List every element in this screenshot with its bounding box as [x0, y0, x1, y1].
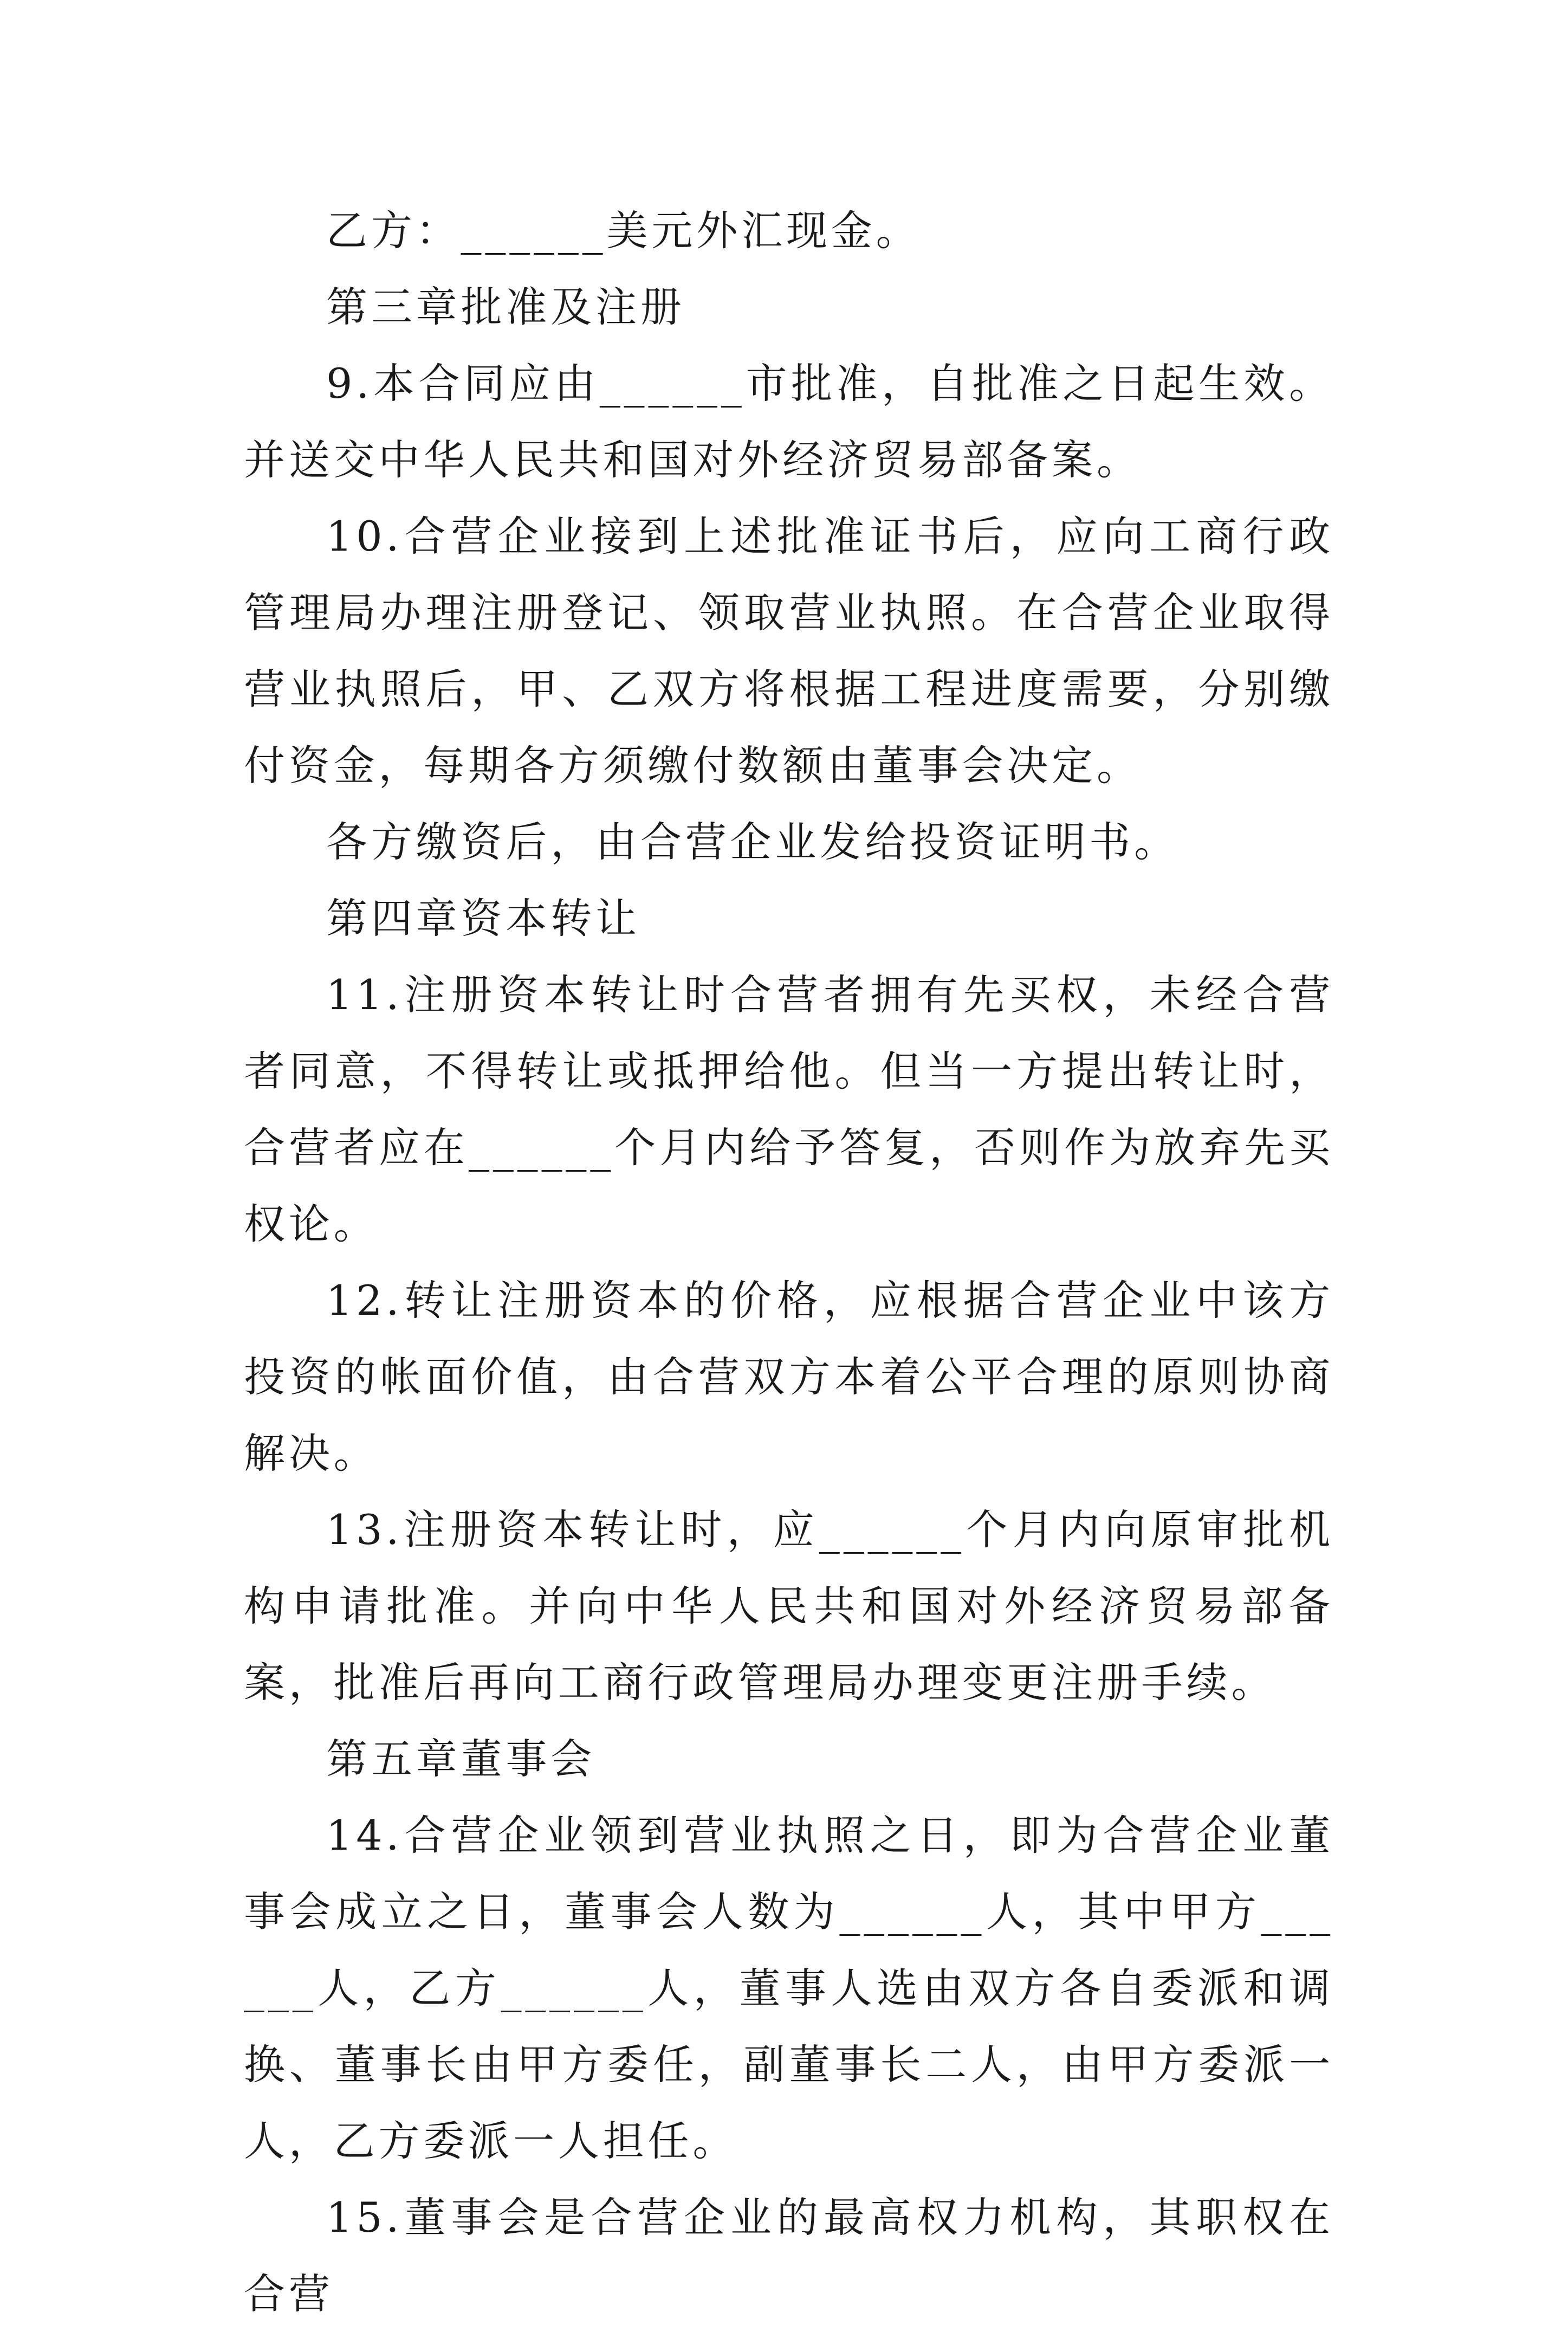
clause-15: 15.董事会是合营企业的最高权力机构，其职权在合营 [244, 2193, 1334, 2318]
clause-14: 14.合营企业领到营业执照之日，即为合营企业董事会成立之日，董事会人数为______人，其中甲方______人，乙方______人，董事人选由双方各自委派和调换、董事长由甲方委任，副董事长二人，由甲方委派一人，乙方委派一人担任。 [244, 1811, 1334, 2165]
chapter-3-heading: 第三章批准及注册 [326, 283, 685, 331]
clause-13: 13.注册资本转让时，应______个月内向原审批机构申请批准。并向中华人民共和国对外经济贸易部备案，批准后再向工商行政管理局办理变更注册手续。 [244, 1506, 1334, 1707]
paragraph-party-b-cash: 乙方：______美元外汇现金。 [326, 206, 921, 255]
document-body [244, 192, 1334, 2332]
clause-10: 10.合营企业接到上述批准证书后，应向工商行政管理局办理注册登记、领取营业执照。在合营企业取得营业执照后，甲、乙双方将根据工程进度需要，分别缴付资金，每期各方须缴付数额由董事会决定。 [244, 512, 1334, 790]
clause-9: 9.本合同应由______市批准，自批准之日起生效。并送交中华人民共和国对外经济贸易部备案。 [244, 359, 1334, 484]
clause-11: 11.注册资本转让时合营者拥有先买权，未经合营者同意，不得转让或抵押给他。但当一方提出转让时，合营者应在______个月内给予答复，否则作为放弃先买权论。 [244, 971, 1334, 1248]
chapter-5-heading: 第五章董事会 [326, 1735, 596, 1783]
clause-12: 12.转让注册资本的价格，应根据合营企业中该方投资的帐面价值，由合营双方本着公平合理的原则协商解决。 [244, 1276, 1334, 1477]
chapter-4-heading: 第四章资本转让 [326, 894, 640, 942]
investment-certificate-paragraph: 各方缴资后，由合营企业发给投资证明书。 [326, 818, 1179, 866]
